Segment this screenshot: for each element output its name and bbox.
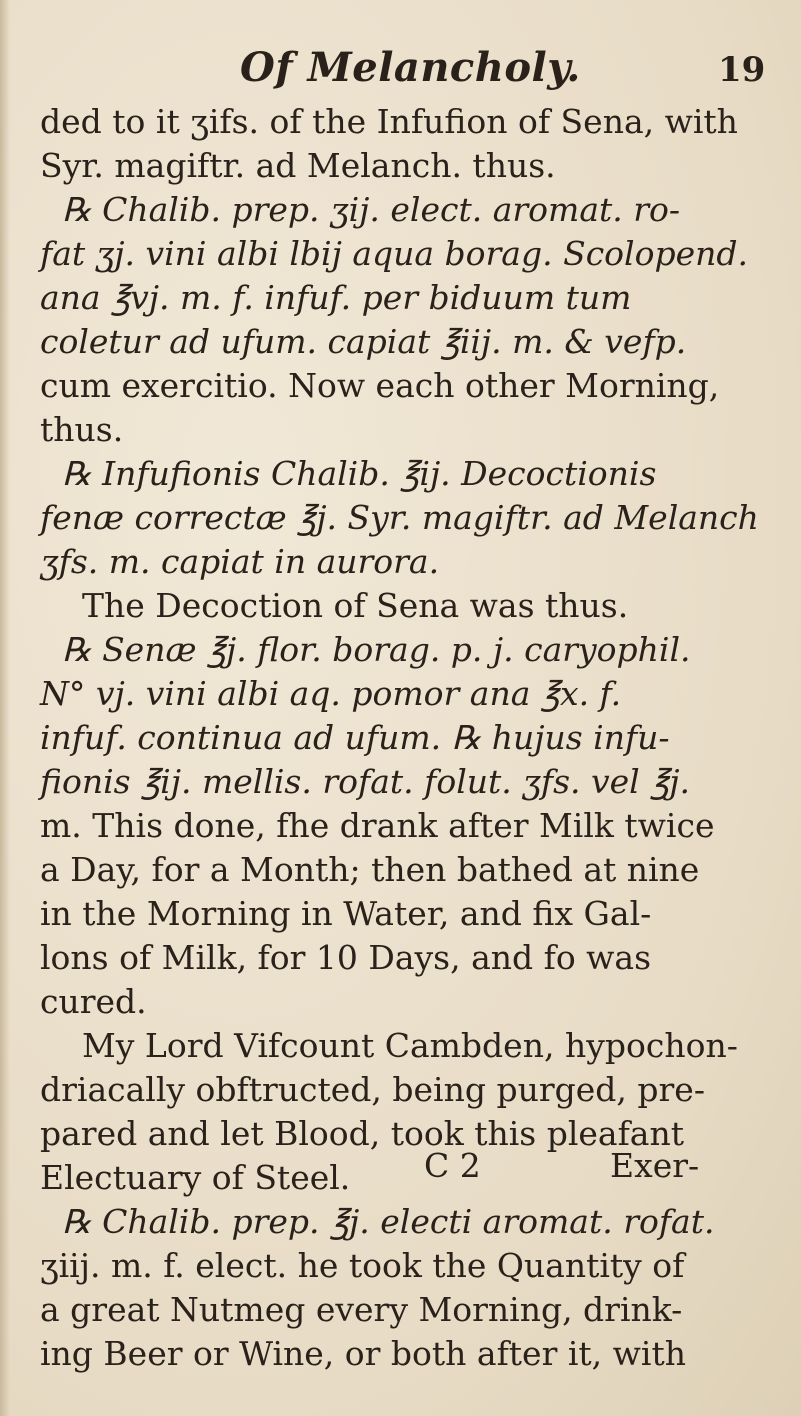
text-line: coletur ad ufum. capiat ℥iij. m. & vefp.: [40, 322, 687, 361]
text-line: ʒiij. m. f. elect. he took the Quantity of: [40, 1246, 685, 1285]
text-line: fionis ℥ij. mellis. rofat. folut. ʒfs. vel ℥j.: [40, 762, 690, 801]
text-line: ded to it ʒifs. of the Infufion of Sena, with: [40, 102, 738, 141]
text-line: fat ʒj. vini albi lbij aqua borag. Scolopend.: [40, 234, 748, 273]
text-line: My Lord Vifcount Cambden, hypochon-: [82, 1026, 738, 1065]
running-head: [0, 44, 801, 98]
page-number: 19: [718, 50, 766, 90]
page-footer: [0, 1144, 801, 1188]
text-line: ℞ Chalib. prep. ʒij. elect. aromat. ro-: [62, 190, 681, 229]
text-line: ana ℥vj. m. f. infuf. per biduum tum: [40, 278, 632, 317]
text-line: ℞ Infufionis Chalib. ℥ij. Decoctionis: [62, 454, 657, 493]
text-line: ℞ Senæ ℥j. flor. borag. p. j. caryophil.: [62, 630, 691, 669]
text-line: m. This done, fhe drank after Milk twice: [40, 806, 715, 845]
text-line: ing Beer or Wine, or both after it, with: [40, 1334, 686, 1373]
running-title: Of Melancholy.: [240, 44, 581, 91]
text-line: The Decoction of Sena was thus.: [82, 586, 629, 625]
text-line: fenæ correctæ ℥j. Syr. magiftr. ad Melanch: [40, 498, 759, 537]
text-line: in the Morning in Water, and fix Gal-: [40, 894, 652, 933]
text-line: a Day, for a Month; then bathed at nine: [40, 850, 700, 889]
text-line: cum exercitio. Now each other Morning,: [40, 366, 720, 405]
text-line: lons of Milk, for 10 Days, and fo was: [40, 938, 652, 977]
text-line: ℞ Chalib. prep. ℥j. electi aromat. rofat.: [62, 1202, 715, 1241]
text-line: driacally obftructed, being purged, pre-: [40, 1070, 705, 1109]
text-line: ʒfs. m. capiat in aurora.: [40, 542, 440, 581]
signature-mark: C 2: [424, 1146, 481, 1185]
text-line: cured.: [40, 982, 147, 1021]
text-line: Syr. magiftr. ad Melanch. thus.: [40, 146, 556, 185]
text-line: pared and let Blood, took this pleafant: [40, 1114, 684, 1153]
text-line: a great Nutmeg every Morning, drink-: [40, 1290, 683, 1329]
catchword: Exer-: [610, 1146, 700, 1185]
text-line: infuf. continua ad ufum. ℞ hujus infu-: [40, 718, 670, 757]
page-gutter-shadow: [0, 0, 10, 1416]
text-line: Electuary of Steel.: [40, 1158, 351, 1197]
text-line: thus.: [40, 410, 124, 449]
text-line: N° vj. vini albi aq. pomor ana ℥x. f.: [40, 674, 622, 713]
